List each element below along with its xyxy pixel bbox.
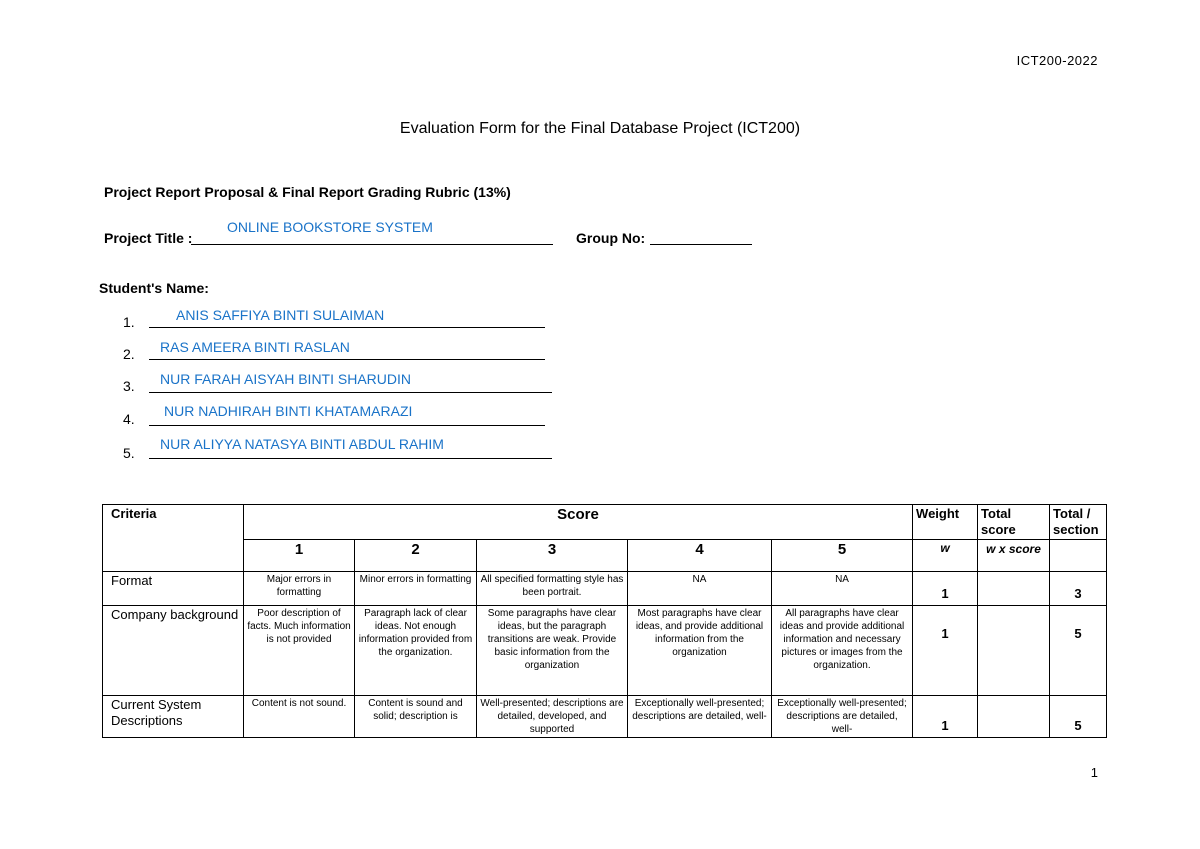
score-description: Poor description of facts. Much information is not provided (244, 606, 355, 696)
score-description: Paragraph lack of clear ideas. Not enough information provided from the organization. (355, 606, 477, 696)
score-description: Some paragraphs have clear ideas, but the paragraph transitions are weak. Provide basic information from the organization (477, 606, 628, 696)
page-number: 1 (1090, 765, 1098, 780)
weight-value: 1 (913, 572, 978, 606)
student-name-line (149, 392, 552, 393)
weight-header: Weight (913, 505, 978, 540)
score-description: All specified formatting style has been portrait. (477, 572, 628, 606)
score-level: 4 (628, 540, 772, 572)
student-number: 1. (123, 314, 135, 330)
score-description: Content is sound and solid; description is (355, 696, 477, 738)
total-section-value: 3 (1050, 572, 1107, 606)
score-description: Well-presented; descriptions are detailed, developed, and supported (477, 696, 628, 738)
student-name-line (149, 327, 545, 328)
total-score-header: Total score (978, 505, 1050, 540)
student-name-line (149, 458, 552, 459)
score-level: 2 (355, 540, 477, 572)
score-level: 5 (772, 540, 913, 572)
student-name-line (149, 425, 545, 426)
student-name: NUR FARAH AISYAH BINTI SHARUDIN (160, 371, 412, 387)
criteria-header: Criteria (103, 505, 244, 572)
table-row (103, 572, 1107, 606)
total-score-cell (978, 572, 1050, 606)
total-section-header: Total / section (1050, 505, 1107, 540)
rubric-heading: Project Report Proposal & Final Report Grading Rubric (13%) (104, 184, 511, 200)
grading-rubric-table (102, 504, 1107, 738)
group-number-line (650, 244, 752, 245)
student-number: 2. (123, 346, 135, 362)
course-code-header: ICT200-2022 (1016, 53, 1098, 68)
table-row (103, 606, 1107, 696)
score-level: 1 (244, 540, 355, 572)
score-description: Content is not sound. (244, 696, 355, 738)
student-number: 3. (123, 378, 135, 394)
student-number: 5. (123, 445, 135, 461)
score-description: Exceptionally well-presented; descriptions are detailed, well- (772, 696, 913, 738)
student-name: NUR ALIYYA NATASYA BINTI ABDUL RAHIM (160, 436, 444, 452)
document-title: Evaluation Form for the Final Database Project (ICT200) (399, 120, 801, 137)
score-description: Exceptionally well-presented; descriptions are detailed, well- (628, 696, 772, 738)
student-name-line (149, 359, 545, 360)
student-name: RAS AMEERA BINTI RASLAN (160, 339, 350, 355)
total-score-cell (978, 696, 1050, 738)
student-number: 4. (123, 411, 135, 427)
table-header-row (103, 505, 1107, 540)
empty-cell (1050, 540, 1107, 572)
criteria-name: Company background (103, 606, 244, 696)
score-description: NA (628, 572, 772, 606)
weight-value: 1 (913, 696, 978, 738)
project-title-value: ONLINE BOOKSTORE SYSTEM (227, 219, 433, 235)
score-description: Most paragraphs have clear ideas, and provide additional information from the organization (628, 606, 772, 696)
criteria-name: Format (103, 572, 244, 606)
score-description: NA (772, 572, 913, 606)
student-name: NUR NADHIRAH BINTI KHATAMARAZI (164, 403, 413, 419)
weight-symbol: w (913, 540, 978, 572)
weight-times-score-header: w x score (978, 540, 1050, 572)
group-number-label: Group No: (576, 230, 646, 246)
total-section-value: 5 (1050, 696, 1107, 738)
score-level-row (103, 540, 1107, 572)
score-header: Score (244, 505, 913, 540)
total-section-value: 5 (1050, 606, 1107, 696)
total-score-cell (978, 606, 1050, 696)
table-row (103, 696, 1107, 738)
score-level: 3 (477, 540, 628, 572)
students-label: Student's Name: (99, 280, 209, 296)
student-name: ANIS SAFFIYA BINTI SULAIMAN (176, 307, 385, 323)
score-description: Minor errors in formatting (355, 572, 477, 606)
criteria-name: Current System Descriptions (103, 696, 244, 738)
weight-value: 1 (913, 606, 978, 696)
project-title-label: Project Title : (104, 230, 193, 246)
score-description: Major errors in formatting (244, 572, 355, 606)
score-description: All paragraphs have clear ideas and provide additional information and necessary pictures or images from the organization. (772, 606, 913, 696)
project-title-line (191, 244, 553, 245)
